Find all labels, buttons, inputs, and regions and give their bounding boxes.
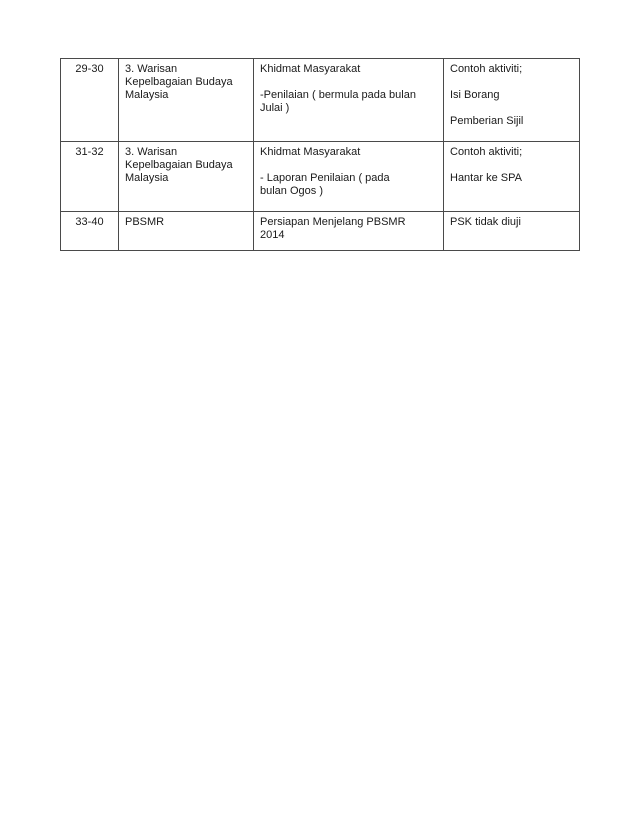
topic-line: Kepelbagaian Budaya xyxy=(125,159,233,171)
activity-line: Khidmat Masyarakat xyxy=(260,63,361,75)
activity-line: -Penilaian ( bermula pada bulan xyxy=(260,89,416,101)
topic-line: PBSMR xyxy=(125,216,165,228)
activity-cell xyxy=(254,59,444,142)
activity-line: 2014 xyxy=(260,229,285,241)
topic-cell xyxy=(119,142,254,212)
line-gap xyxy=(450,102,573,115)
notes-line: Contoh aktiviti; xyxy=(450,63,523,75)
topic-line: Malaysia xyxy=(125,172,169,184)
week-cell: 31-32 xyxy=(61,142,119,212)
activity-line: Julai ) xyxy=(260,102,290,114)
activity-line: - Laporan Penilaian ( pada xyxy=(260,172,390,184)
line-gap xyxy=(260,159,437,172)
activity-line: Persiapan Menjelang PBSMR xyxy=(260,216,406,228)
notes-line: PSK tidak diuji xyxy=(450,216,521,228)
lesson-plan-table xyxy=(60,58,580,251)
notes-line: Isi Borang xyxy=(450,89,500,101)
notes-line: Pemberian Sijil xyxy=(450,115,524,127)
topic-line: Malaysia xyxy=(125,89,169,101)
topic-line: 3. Warisan xyxy=(125,146,178,158)
notes-cell xyxy=(444,59,580,142)
notes-cell xyxy=(444,142,580,212)
activity-cell xyxy=(254,142,444,212)
table-row xyxy=(61,142,580,212)
line-gap xyxy=(450,76,573,89)
activity-cell xyxy=(254,212,444,251)
topic-cell xyxy=(119,212,254,251)
topic-line: 3. Warisan xyxy=(125,63,178,75)
table-row xyxy=(61,59,580,142)
notes-line: Hantar ke SPA xyxy=(450,172,522,184)
week-cell: 29-30 xyxy=(61,59,119,142)
activity-line: bulan Ogos ) xyxy=(260,185,323,197)
notes-line: Contoh aktiviti; xyxy=(450,146,523,158)
week-cell: 33-40 xyxy=(61,212,119,251)
notes-cell xyxy=(444,212,580,251)
table-row xyxy=(61,212,580,251)
activity-line: Khidmat Masyarakat xyxy=(260,146,361,158)
topic-line: Kepelbagaian Budaya xyxy=(125,76,233,88)
line-gap xyxy=(260,76,437,89)
topic-cell xyxy=(119,59,254,142)
line-gap xyxy=(450,159,573,172)
